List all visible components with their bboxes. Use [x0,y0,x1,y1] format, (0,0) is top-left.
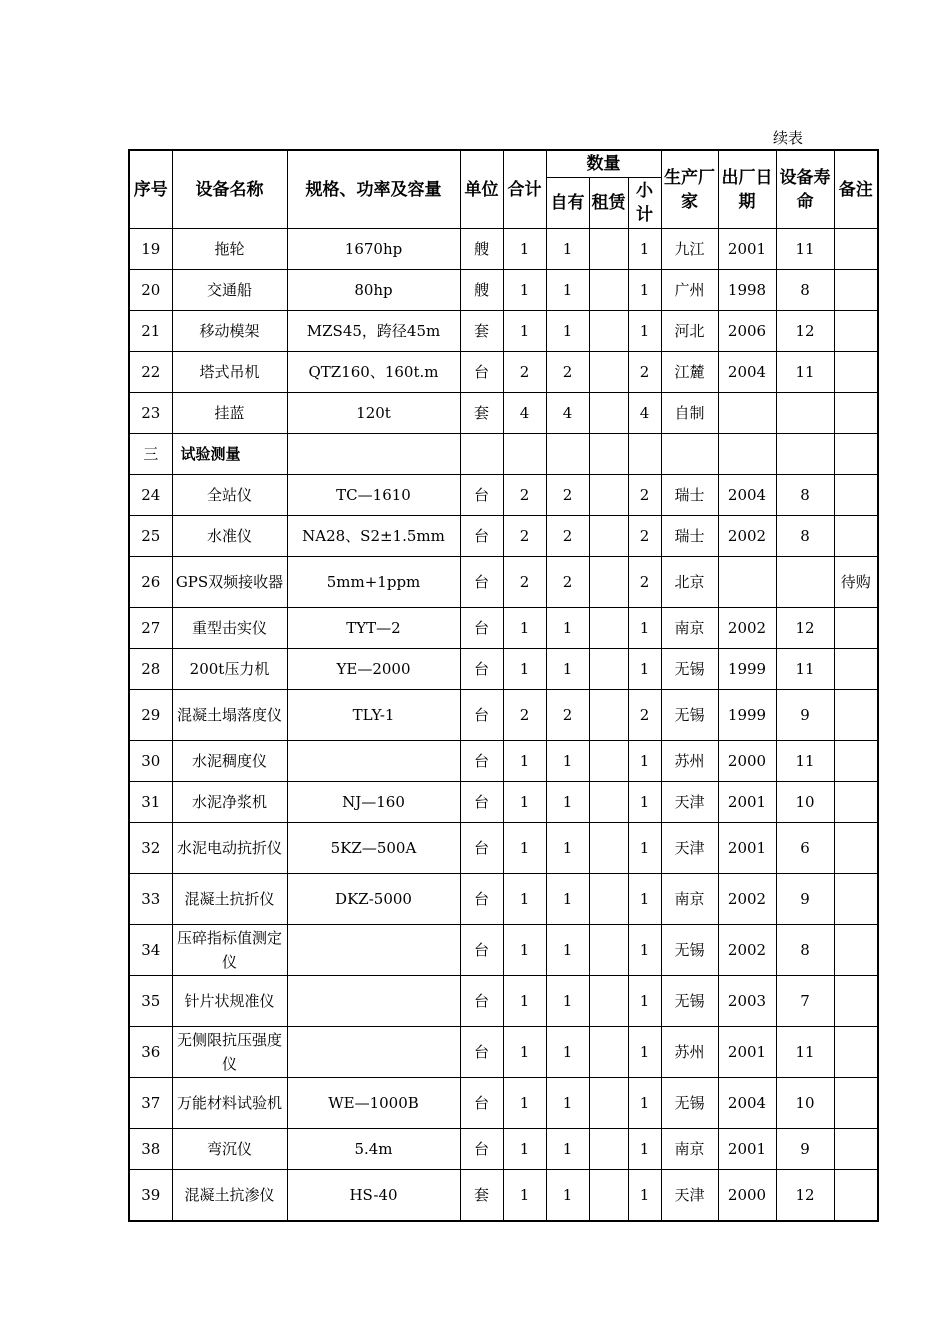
cell-spec [287,976,460,1027]
cell-lease [589,823,628,874]
section-no: 三 [129,434,172,475]
cell-note [834,1129,878,1170]
cell-unit: 台 [460,976,503,1027]
equipment-table [128,149,879,1222]
cell-own: 1 [546,1129,589,1170]
cell-note [834,393,878,434]
cell-sub: 1 [628,874,661,925]
cell-date: 2000 [718,1170,776,1222]
header-maker: 生产厂家 [661,150,718,229]
cell-spec: HS-40 [287,1170,460,1222]
cell-maker: 九江 [661,229,718,270]
cell-life: 11 [776,229,834,270]
cell-total: 1 [503,1129,546,1170]
table-row [129,229,878,270]
cell-lease [589,311,628,352]
cell-sub: 2 [628,352,661,393]
cell-total: 1 [503,270,546,311]
cell-lease [589,557,628,608]
cell-name: 水泥电动抗折仪 [172,823,287,874]
cell-note [834,874,878,925]
cell-date: 2006 [718,311,776,352]
cell-sub: 1 [628,925,661,976]
cell-unit: 台 [460,352,503,393]
cell-name: 压碎指标值测定仪 [172,925,287,976]
cell-unit: 台 [460,1027,503,1078]
cell-date [718,557,776,608]
cell-spec: DKZ-5000 [287,874,460,925]
cell-name: 拖轮 [172,229,287,270]
cell-no: 26 [129,557,172,608]
cell-life: 9 [776,1129,834,1170]
cell-date: 2004 [718,352,776,393]
cell-name: 混凝土塌落度仪 [172,690,287,741]
cell-unit: 台 [460,690,503,741]
cell-sub: 1 [628,649,661,690]
cell-note [834,608,878,649]
cell-note [834,925,878,976]
header-subtotal: 小计 [628,178,661,229]
cell-total: 2 [503,557,546,608]
cell-sub: 1 [628,823,661,874]
cell-spec: 5KZ—500A [287,823,460,874]
table-row [129,1129,878,1170]
cell-life: 10 [776,782,834,823]
cell-own: 1 [546,976,589,1027]
cell-sub: 1 [628,608,661,649]
cell-unit: 套 [460,1170,503,1222]
cell-date: 2001 [718,823,776,874]
cell-life: 11 [776,741,834,782]
cell-name: 交通船 [172,270,287,311]
cell-lease [589,1129,628,1170]
cell-unit: 台 [460,608,503,649]
cell-total: 1 [503,649,546,690]
cell-sub: 1 [628,782,661,823]
cell-lease [589,690,628,741]
cell-life [776,557,834,608]
cell-name: 水泥稠度仪 [172,741,287,782]
cell-lease [589,1170,628,1222]
table-row [129,557,878,608]
table-row [129,475,878,516]
cell-spec: 5mm+1ppm [287,557,460,608]
cell-unit: 台 [460,823,503,874]
cell-sub: 1 [628,229,661,270]
cell-note [834,311,878,352]
cell-spec: QTZ160、160t.m [287,352,460,393]
cell-note [834,1078,878,1129]
cell-sub: 4 [628,393,661,434]
header-lease: 租赁 [589,178,628,229]
cell-lease [589,393,628,434]
cell-maker: 瑞士 [661,516,718,557]
cell-total: 1 [503,976,546,1027]
cell-spec: WE—1000B [287,1078,460,1129]
cell-no: 23 [129,393,172,434]
cell-date: 1998 [718,270,776,311]
cell-life: 6 [776,823,834,874]
cell-sub: 1 [628,1078,661,1129]
cell-life: 11 [776,1027,834,1078]
cell-maker: 自制 [661,393,718,434]
cell-lease [589,976,628,1027]
cell-total: 1 [503,1170,546,1222]
cell-life: 12 [776,311,834,352]
cell-spec: TYT—2 [287,608,460,649]
cell-total: 1 [503,608,546,649]
cell-maker: 南京 [661,874,718,925]
header-life: 设备寿命 [776,150,834,229]
table-caption: 续表 [773,129,804,147]
table-row [129,1078,878,1129]
cell-total: 2 [503,352,546,393]
cell-sub: 1 [628,270,661,311]
cell-unit: 艘 [460,270,503,311]
cell-sub: 2 [628,475,661,516]
cell-note [834,782,878,823]
cell-spec: MZS45，跨径45m [287,311,460,352]
cell-unit: 台 [460,649,503,690]
cell-total: 1 [503,1078,546,1129]
cell-lease [589,649,628,690]
cell-life: 11 [776,352,834,393]
cell-name: 无侧限抗压强度仪 [172,1027,287,1078]
cell-unit: 台 [460,475,503,516]
cell-unit: 套 [460,311,503,352]
cell-name: 全站仪 [172,475,287,516]
cell-sub: 1 [628,311,661,352]
cell-maker: 南京 [661,1129,718,1170]
cell-date: 2002 [718,874,776,925]
cell-note [834,352,878,393]
table-row [129,270,878,311]
cell-total: 1 [503,782,546,823]
cell-life: 7 [776,976,834,1027]
cell-date: 2002 [718,608,776,649]
cell-no: 36 [129,1027,172,1078]
cell-name: 塔式吊机 [172,352,287,393]
cell-total: 1 [503,229,546,270]
cell-own: 4 [546,393,589,434]
cell-lease [589,608,628,649]
cell-maker: 河北 [661,311,718,352]
cell-no: 31 [129,782,172,823]
cell-lease [589,352,628,393]
cell-own: 1 [546,823,589,874]
cell-spec: 120t [287,393,460,434]
cell-no: 20 [129,270,172,311]
cell-life: 8 [776,270,834,311]
header-total: 合计 [503,150,546,229]
cell-note [834,649,878,690]
table-row [129,1027,878,1078]
table-row [129,823,878,874]
cell-maker: 苏州 [661,1027,718,1078]
cell-name: 混凝土抗折仪 [172,874,287,925]
cell-name: 挂蓝 [172,393,287,434]
cell-note [834,229,878,270]
cell-no: 25 [129,516,172,557]
cell-lease [589,782,628,823]
cell-lease [589,475,628,516]
cell-life: 8 [776,516,834,557]
cell-date: 2000 [718,741,776,782]
cell-no: 33 [129,874,172,925]
cell-maker: 江麓 [661,352,718,393]
cell-total: 2 [503,690,546,741]
header-name: 设备名称 [172,150,287,229]
cell-date: 1999 [718,649,776,690]
cell-note [834,475,878,516]
cell-own: 2 [546,475,589,516]
cell-note [834,976,878,1027]
cell-no: 37 [129,1078,172,1129]
cell-maker: 苏州 [661,741,718,782]
cell-total: 1 [503,741,546,782]
cell-maker: 无锡 [661,1078,718,1129]
table-row [129,690,878,741]
cell-name: 混凝土抗渗仪 [172,1170,287,1222]
section-row [129,434,878,475]
cell-date: 1999 [718,690,776,741]
cell-no: 35 [129,976,172,1027]
cell-note [834,516,878,557]
table-row [129,393,878,434]
table-row [129,516,878,557]
cell-unit: 台 [460,557,503,608]
cell-name: GPS双频接收器 [172,557,287,608]
cell-own: 1 [546,608,589,649]
cell-own: 2 [546,352,589,393]
cell-maker: 南京 [661,608,718,649]
cell-unit: 台 [460,925,503,976]
cell-no: 39 [129,1170,172,1222]
cell-maker: 天津 [661,823,718,874]
cell-spec: 5.4m [287,1129,460,1170]
cell-name: 200t压力机 [172,649,287,690]
cell-lease [589,925,628,976]
cell-own: 1 [546,925,589,976]
cell-note [834,741,878,782]
cell-no: 29 [129,690,172,741]
header-own: 自有 [546,178,589,229]
cell-own: 1 [546,270,589,311]
cell-name: 万能材料试验机 [172,1078,287,1129]
table-row [129,874,878,925]
cell-spec: NA28、S2±1.5mm [287,516,460,557]
cell-name: 重型击实仪 [172,608,287,649]
cell-total: 1 [503,311,546,352]
cell-sub: 2 [628,557,661,608]
header-seq: 序号 [129,150,172,229]
cell-date: 2001 [718,782,776,823]
cell-own: 1 [546,1170,589,1222]
cell-lease [589,229,628,270]
cell-no: 28 [129,649,172,690]
cell-lease [589,741,628,782]
cell-spec: 80hp [287,270,460,311]
cell-total: 1 [503,823,546,874]
cell-unit: 台 [460,1129,503,1170]
cell-maker: 无锡 [661,976,718,1027]
table-row [129,1170,878,1222]
cell-note [834,1170,878,1222]
cell-own: 1 [546,311,589,352]
cell-total: 2 [503,516,546,557]
cell-unit: 艘 [460,229,503,270]
cell-no: 21 [129,311,172,352]
cell-date: 2001 [718,229,776,270]
cell-sub: 1 [628,1027,661,1078]
table-row [129,925,878,976]
cell-unit: 套 [460,393,503,434]
cell-maker: 天津 [661,782,718,823]
cell-maker: 北京 [661,557,718,608]
cell-maker: 天津 [661,1170,718,1222]
cell-maker: 无锡 [661,925,718,976]
cell-note [834,690,878,741]
cell-own: 2 [546,516,589,557]
table-row [129,311,878,352]
cell-date: 2001 [718,1129,776,1170]
table-row [129,976,878,1027]
cell-own: 1 [546,649,589,690]
table-row [129,608,878,649]
cell-life: 9 [776,690,834,741]
cell-lease [589,874,628,925]
cell-life: 8 [776,475,834,516]
cell-lease [589,1027,628,1078]
cell-spec: TLY-1 [287,690,460,741]
cell-life: 9 [776,874,834,925]
cell-name: 水泥净浆机 [172,782,287,823]
header-unit: 单位 [460,150,503,229]
cell-no: 30 [129,741,172,782]
header-spec: 规格、功率及容量 [287,150,460,229]
cell-maker: 广州 [661,270,718,311]
cell-own: 1 [546,741,589,782]
cell-sub: 1 [628,741,661,782]
cell-sub: 2 [628,690,661,741]
cell-date: 2004 [718,1078,776,1129]
cell-life: 10 [776,1078,834,1129]
cell-own: 1 [546,874,589,925]
cell-spec: YE—2000 [287,649,460,690]
cell-lease [589,516,628,557]
cell-total: 1 [503,925,546,976]
cell-total: 2 [503,475,546,516]
cell-own: 2 [546,690,589,741]
section-title: 试验测量 [172,434,287,475]
cell-lease [589,270,628,311]
cell-name: 针片状规准仪 [172,976,287,1027]
cell-date [718,393,776,434]
cell-date: 2001 [718,1027,776,1078]
cell-lease [589,1078,628,1129]
cell-total: 1 [503,874,546,925]
cell-spec: TC—1610 [287,475,460,516]
cell-unit: 台 [460,516,503,557]
cell-total: 1 [503,1027,546,1078]
cell-note [834,1027,878,1078]
cell-sub: 1 [628,976,661,1027]
cell-sub: 1 [628,1170,661,1222]
cell-note [834,823,878,874]
cell-no: 24 [129,475,172,516]
cell-life: 12 [776,1170,834,1222]
cell-unit: 台 [460,782,503,823]
table-row [129,352,878,393]
cell-sub: 2 [628,516,661,557]
cell-name: 移动模架 [172,311,287,352]
cell-date: 2003 [718,976,776,1027]
cell-own: 1 [546,229,589,270]
cell-no: 38 [129,1129,172,1170]
cell-note: 待购 [834,557,878,608]
header-qty: 数量 [546,150,661,178]
cell-name: 弯沉仪 [172,1129,287,1170]
cell-maker: 瑞士 [661,475,718,516]
header-date: 出厂日期 [718,150,776,229]
cell-spec [287,925,460,976]
cell-total: 4 [503,393,546,434]
cell-maker: 无锡 [661,690,718,741]
cell-unit: 台 [460,741,503,782]
cell-name: 水准仪 [172,516,287,557]
cell-no: 22 [129,352,172,393]
cell-date: 2002 [718,516,776,557]
cell-date: 2004 [718,475,776,516]
cell-own: 2 [546,557,589,608]
cell-own: 1 [546,1078,589,1129]
cell-own: 1 [546,1027,589,1078]
cell-no: 34 [129,925,172,976]
cell-no: 32 [129,823,172,874]
cell-spec: 1670hp [287,229,460,270]
cell-spec: NJ—160 [287,782,460,823]
table-row [129,649,878,690]
cell-life: 11 [776,649,834,690]
cell-maker: 无锡 [661,649,718,690]
cell-life: 8 [776,925,834,976]
cell-unit: 台 [460,874,503,925]
cell-life [776,393,834,434]
cell-life: 12 [776,608,834,649]
cell-own: 1 [546,782,589,823]
cell-date: 2002 [718,925,776,976]
table-row [129,741,878,782]
cell-sub: 1 [628,1129,661,1170]
cell-note [834,270,878,311]
cell-no: 19 [129,229,172,270]
header-note: 备注 [834,150,878,229]
cell-spec [287,741,460,782]
cell-spec [287,1027,460,1078]
cell-unit: 台 [460,1078,503,1129]
table-row [129,782,878,823]
cell-no: 27 [129,608,172,649]
